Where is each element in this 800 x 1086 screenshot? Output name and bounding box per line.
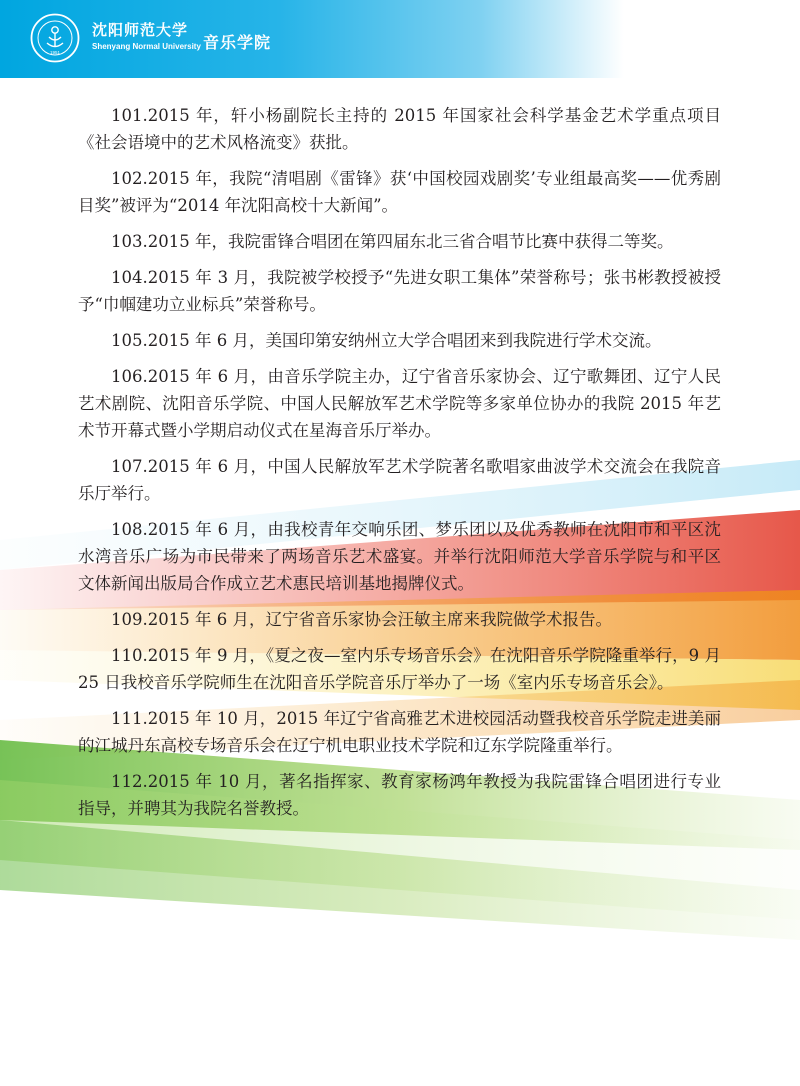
entry-112: 112.2015 年 10 月，著名指挥家、教育家杨鸿年教授为我院雷锋合唱团进行专业指导，并聘其为我院名誉教授。: [78, 772, 721, 818]
document-body: [78, 102, 721, 831]
entry-107: 107.2015 年 6 月，中国人民解放军艺术学院著名歌唱家曲波学术交流会在我院音乐厅举行。: [78, 457, 721, 503]
entry-111: 111.2015 年 10 月，2015 年辽宁省高雅艺术进校园活动暨我校音乐学院走进美丽的江城丹东高校专场音乐会在辽宁机电职业技术学院和辽东学院隆重举行。: [78, 709, 721, 755]
entry-102: 102.2015 年，我院“清唱剧《雷锋》获‘中国校园戏剧奖’专业组最高奖——优秀剧目奖”被评为“2014 年沈阳高校十大新闻”。: [78, 169, 721, 215]
university-name: 沈阳师范大学: [92, 21, 189, 39]
entry-110: 110.2015 年 9 月，《夏之夜—室内乐专场音乐会》在沈阳音乐学院隆重举行，9 月 25 日我校音乐学院师生在沈阳音乐学院音乐厅举办了一场《室内乐专场音乐会》。: [78, 646, 721, 692]
entry-104: 104.2015 年 3 月，我院被学校授予“先进女职工集体”荣誉称号；张书彬教授被授予“巾帼建功立业标兵”荣誉称号。: [78, 268, 721, 314]
entry-106: 106.2015 年 6 月，由音乐学院主办，辽宁省音乐家协会、辽宁歌舞团、辽宁人民艺术剧院、沈阳音乐学院、中国人民解放军艺术学院等多家单位协办的我院 2015 年艺术节开幕式暨小学期启动仪式在星海音乐厅举办。: [78, 367, 721, 440]
svg-text:1951: 1951: [49, 50, 61, 55]
entry-105: 105.2015 年 6 月，美国印第安纳州立大学合唱团来到我院进行学术交流。: [111, 331, 662, 350]
entry-101: 101.2015 年，轩小杨副院长主持的 2015 年国家社会科学基金艺术学重点项目《社会语境中的艺术风格流变》获批。: [78, 106, 721, 152]
entry-109: 109.2015 年 6 月，辽宁省音乐家协会汪敏主席来我院做学术报告。: [111, 610, 612, 629]
header-banner: [0, 0, 800, 78]
entry-108: 108.2015 年 6 月，由我校青年交响乐团、梦乐团以及优秀教师在沈阳市和平区沈水湾音乐广场为市民带来了两场音乐艺术盛宴。并举行沈阳师范大学音乐学院与和平区文体新闻出版局合作成立艺术惠民培训基地揭牌仪式。: [78, 520, 721, 593]
college-name: 音乐学院: [203, 33, 272, 52]
entry-103: 103.2015 年，我院雷锋合唱团在第四届东北三省合唱节比赛中获得二等奖。: [111, 232, 674, 251]
university-name-en: Shenyang Normal University: [92, 42, 201, 51]
university-logo-icon: [30, 13, 80, 63]
